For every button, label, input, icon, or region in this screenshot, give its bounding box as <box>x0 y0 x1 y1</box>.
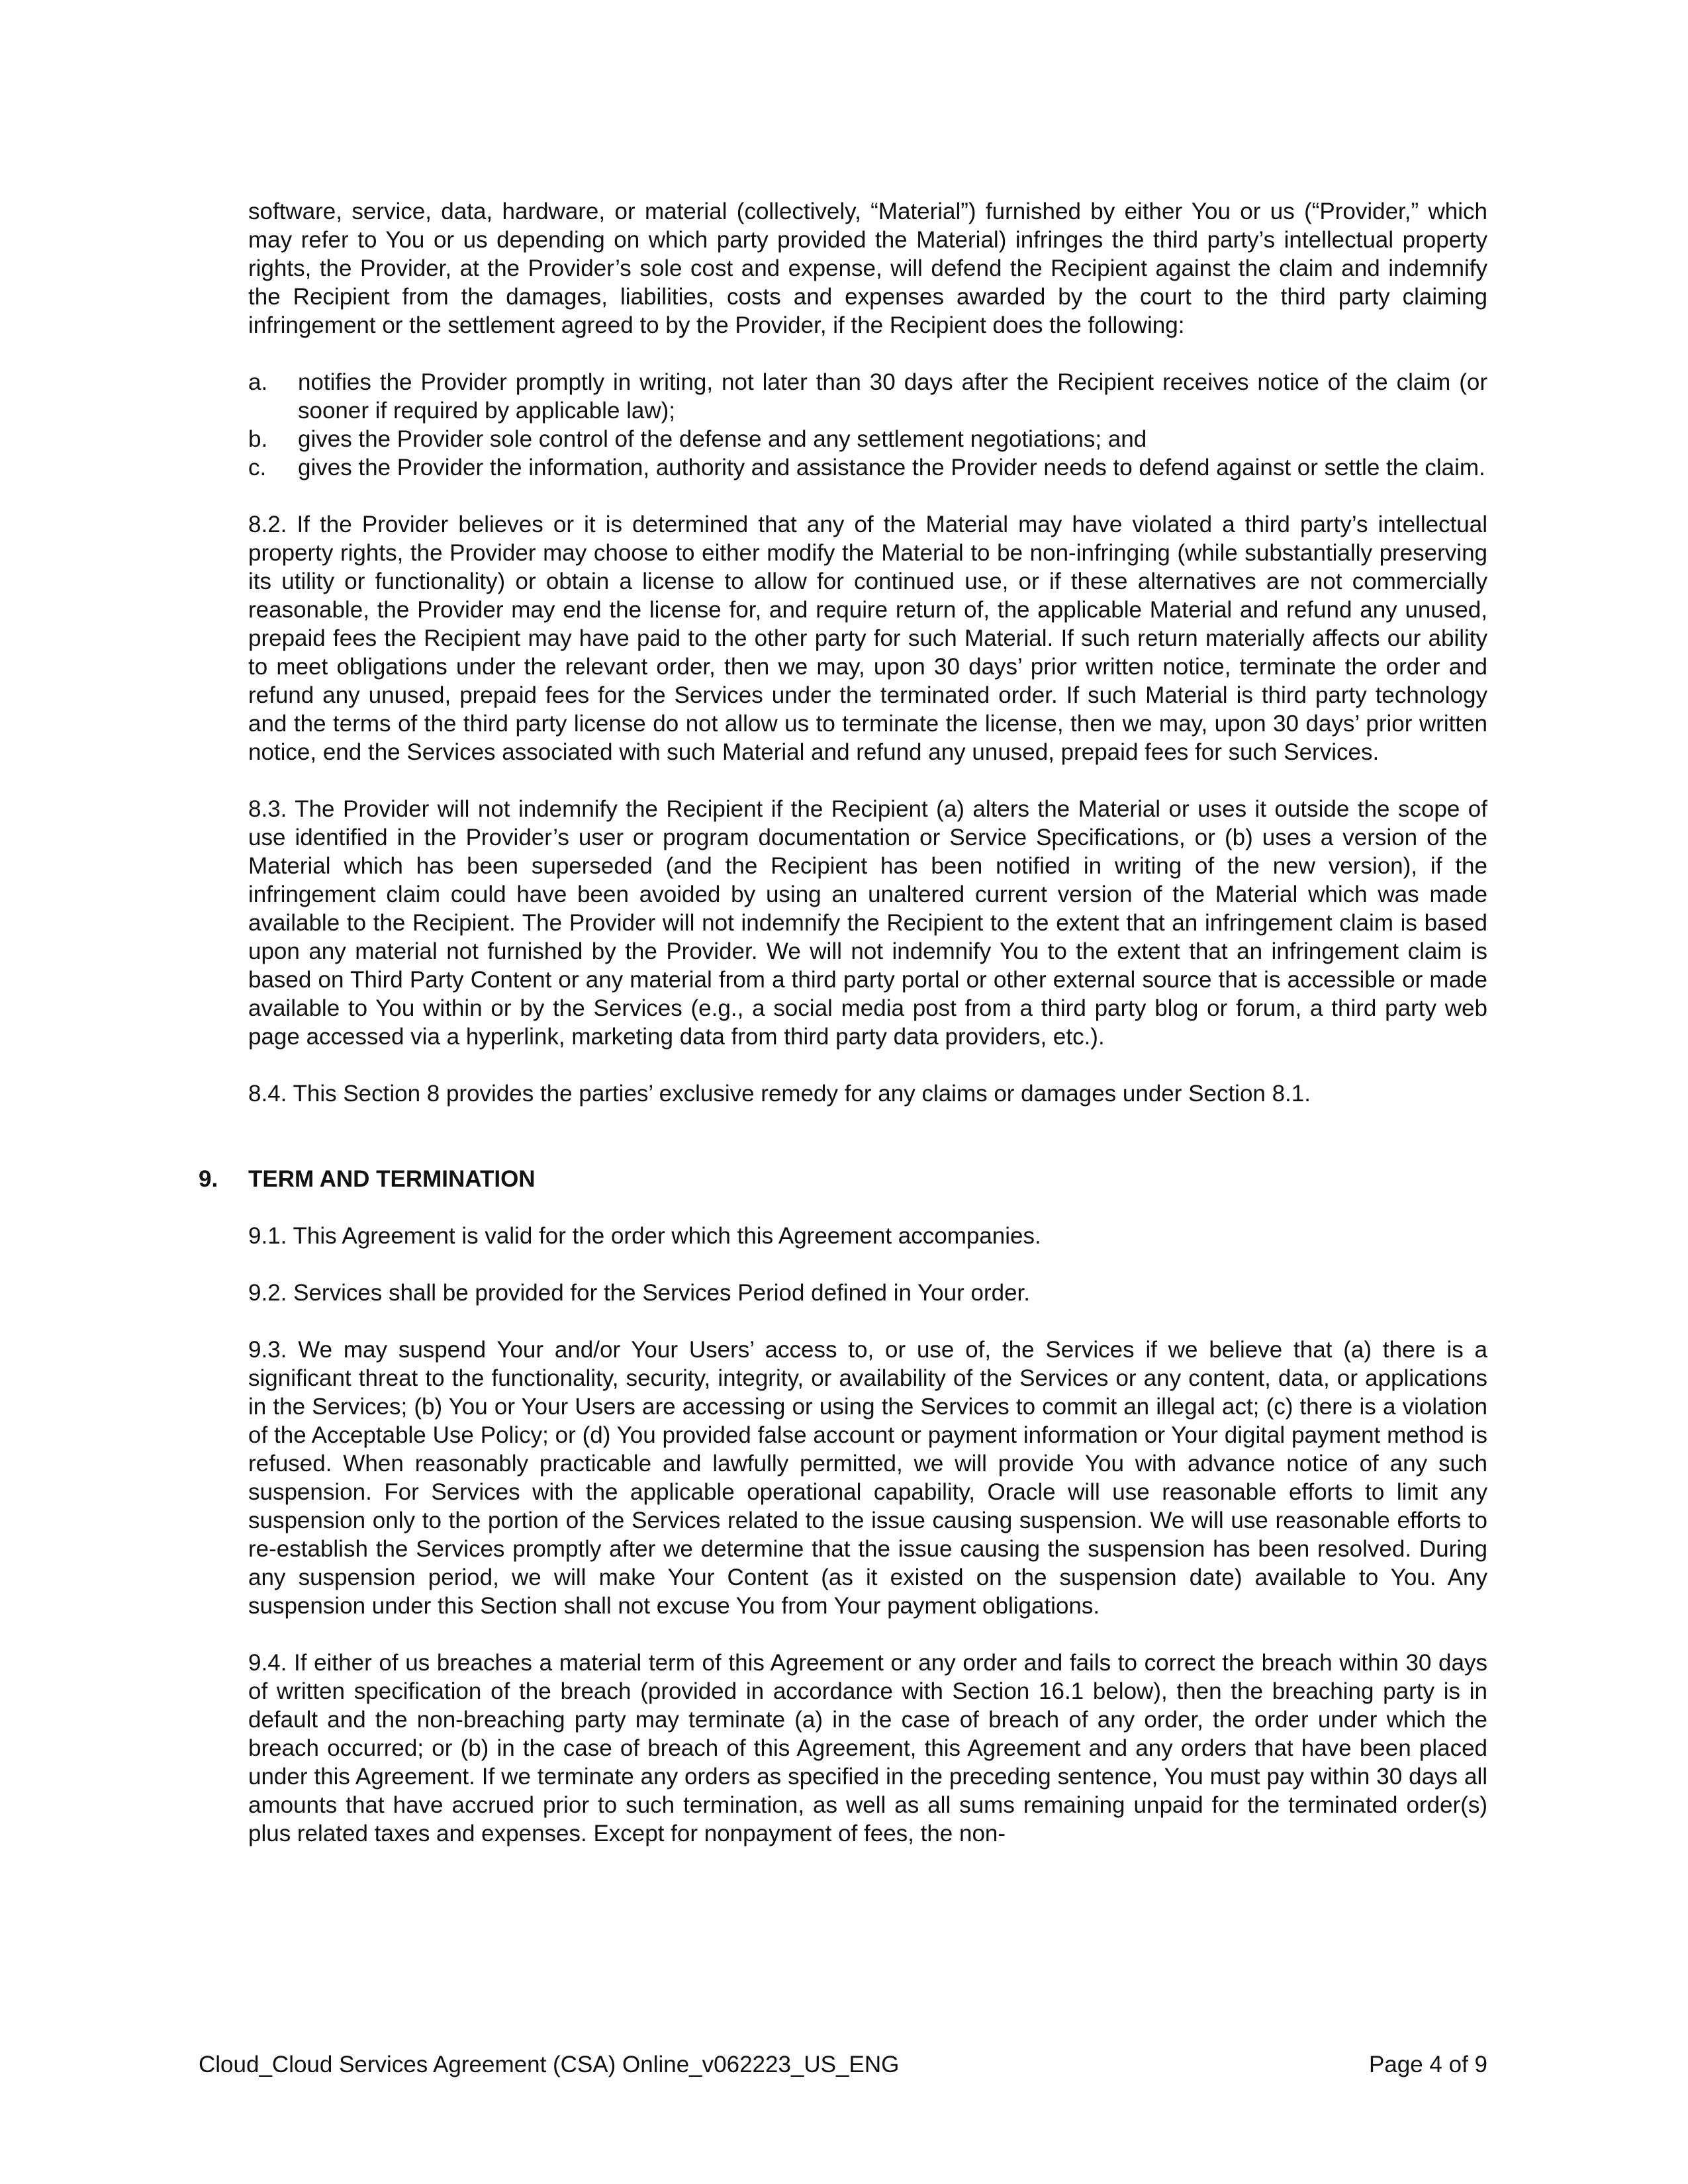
conditions-list <box>248 368 1487 482</box>
paragraph-8-2: 8.2. If the Provider believes or it is determined that any of the Material may have violated a third party’s intellectual property rights, the Provider may choose to either modify the Material to be non-infringing (while substantially preserving its utility or functionality) or obtain a license to allow for continued use, or if these alternatives are not commercially reasonable, the Provider may end the license for, and require return of, the applicable Material and refund any unused, prepaid fees the Recipient may have paid to the other party for such Material. If such return materially affects our ability to meet obligations under the relevant order, then we may, upon 30 days’ prior written notice, terminate the order and refund any unused, prepaid fees for the Services under the terminated order. If such Material is third party technology and the terms of the third party license do not allow us to terminate the license, then we may, upon 30 days’ prior written notice, end the Services associated with such Material and refund any unused, prepaid fees for such Services. <box>248 512 1487 765</box>
footer-page-number: Page 4 of 9 <box>1368 2052 1487 2077</box>
list-marker: b. <box>248 426 268 452</box>
paragraph-8-3: 8.3. The Provider will not indemnify the Recipient if the Recipient (a) alters the Material or uses it outside the scope of use identified in the Provider’s user or program documentation or Service Specifications, or (b) uses a version of the Material which has been superseded (and the Recipient has been notified in writing of the new version), if the infringement claim could have been avoided by using an unaltered current version of the Material which was made available to the Recipient. The Provider will not indemnify the Recipient to the extent that an infringement claim is based upon any material not furnished by the Provider. We will not indemnify You to the extent that an infringement claim is based on Third Party Content or any material from a third party portal or other external source that is accessible or made available to You within or by the Services (e.g., a social media post from a third party blog or forum, a third party web page accessed via a hyperlink, marketing data from third party data providers, etc.). <box>248 796 1487 1050</box>
list-item <box>248 453 1487 482</box>
paragraph-9-3: 9.3. We may suspend Your and/or Your Users’ access to, or use of, the Services if we believe that (a) there is a significant threat to the functionality, security, integrity, or availability of the Services or any content, data, or applications in the Services; (b) You or Your Users are accessing or using the Services to commit an illegal act; (c) there is a violation of the Acceptable Use Policy; or (d) You provided false account or payment information or Your digital payment method is refused. When reasonably practicable and lawfully permitted, we will provide You with advance notice of any such suspension. For Services with the applicable operational capability, Oracle will use reasonable efforts to limit any suspension only to the portion of the Services related to the issue causing suspension. We will use reasonable efforts to re-establish the Services promptly after we determine that the issue causing the suspension has been resolved. During any suspension period, we will make Your Content (as it existed on the suspension date) available to You. Any suspension under this Section shall not excuse You from Your payment obligations. <box>248 1337 1487 1619</box>
list-marker: c. <box>248 455 267 480</box>
intro-paragraph: software, service, data, hardware, or material (collectively, “Material”) furnished by either You or us (“Provider,” which may refer to You or us depending on which party provided the Material) infringes the third party’s intellectual property rights, the Provider, at the Provider’s sole cost and expense, will defend the Recipient against the claim and indemnify the Recipient from the damages, liabilities, costs and expenses awarded by the court to the third party claiming infringement or the settlement agreed to by the Provider, if the Recipient does the following: <box>248 199 1487 338</box>
page-body <box>199 197 1487 1848</box>
paragraph-9-1: 9.1. This Agreement is valid for the order which this Agreement accompanies. <box>248 1223 1041 1249</box>
section-heading-9 <box>199 1165 1487 1193</box>
paragraph-9-4: 9.4. If either of us breaches a material term of this Agreement or any order and fails to correct the breach within 30 days of written specification of the breach (provided in accordance with Section 16.1 below), then the breaching party is in default and the non-breaching party may terminate (a) in the case of breach of any order, the order under which the breach occurred; or (b) in the case of breach of this Agreement, this Agreement and any orders that have been placed under this Agreement. If we terminate any orders as specified in the preceding sentence, You must pay within 30 days all amounts that have accrued prior to such termination, as well as all sums remaining unpaid for the terminated order(s) plus related taxes and expenses. Except for nonpayment of fees, the non- <box>248 1650 1487 1846</box>
footer-document-id: Cloud_Cloud Services Agreement (CSA) Online_v062223_US_ENG <box>199 2052 900 2077</box>
paragraph-9-2: 9.2. Services shall be provided for the Services Period defined in Your order. <box>248 1280 1030 1306</box>
page-footer <box>199 2050 1487 2079</box>
section-number: 9. <box>199 1166 218 1192</box>
list-marker: a. <box>248 369 268 395</box>
section-title: TERM AND TERMINATION <box>248 1166 536 1192</box>
list-item <box>248 368 1487 425</box>
list-item-text: gives the Provider sole control of the defense and any settlement negotiations; and <box>298 426 1147 452</box>
paragraph-8-4: 8.4. This Section 8 provides the parties’ exclusive remedy for any claims or damages under Section 8.1. <box>248 1081 1311 1107</box>
list-item-text: notifies the Provider promptly in writing, not later than 30 days after the Recipient receives notice of the claim (or sooner if required by applicable law); <box>298 369 1487 424</box>
list-item <box>248 425 1487 453</box>
list-item-text: gives the Provider the information, authority and assistance the Provider needs to defend against or settle the claim. <box>298 455 1485 480</box>
